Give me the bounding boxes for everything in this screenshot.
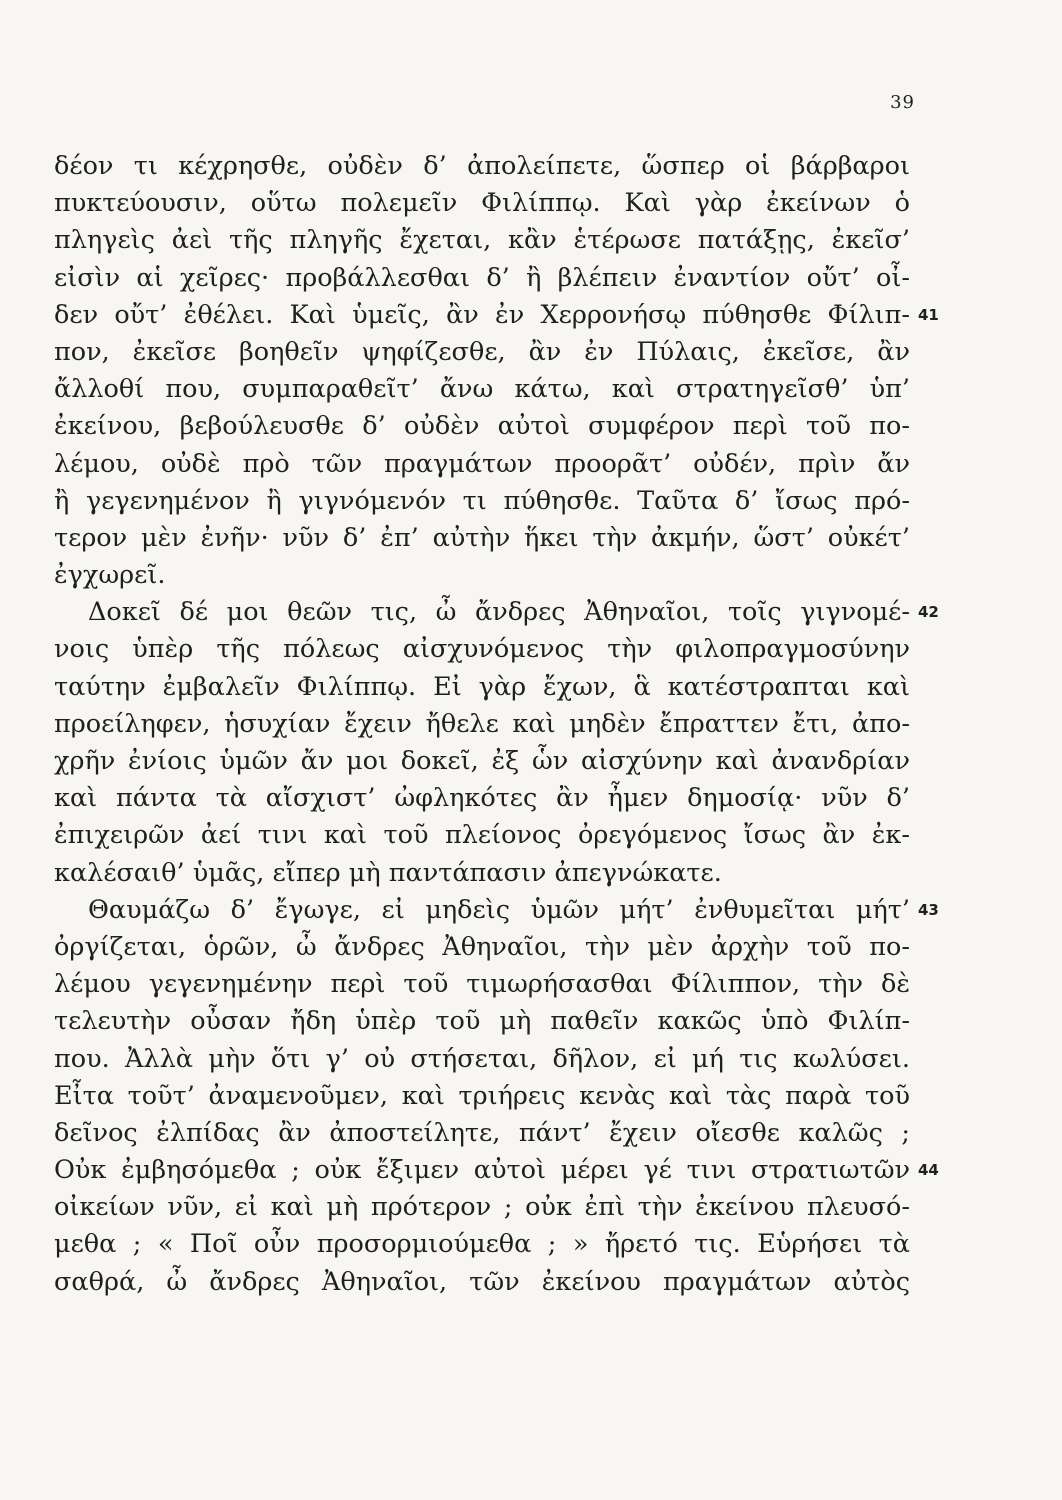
text-line: [54, 185, 910, 222]
text-line: [54, 1264, 910, 1301]
line-text: ὀργίζεται, ὁρῶν, ὦ ἄνδρες Ἀθηναῖοι, τὴν μὲν ἀρχὴν τοῦ πο-: [54, 931, 910, 962]
line-text: που. Ἀλλὰ μὴν ὅτι γ’ οὐ στήσεται, δῆλον, εἰ μή τις κωλύσει.: [54, 1043, 910, 1074]
text-line: [54, 1189, 910, 1226]
line-text: πον, ἐκεῖσε βοηθεῖν ψηφίζεσθε, ἂν ἐν Πύλαις, ἐκεῖσε, ἂν: [54, 336, 910, 367]
line-text: πληγεὶς ἀεὶ τῆς πληγῆς ἔχεται, κἂν ἑτέρωσε πατάξῃς, ἐκεῖσ’: [54, 225, 910, 256]
text-line: [54, 855, 910, 892]
text-line: [54, 148, 910, 185]
line-text: Θαυμάζω δ’ ἔγωγε, εἰ μηδεὶς ὑμῶν μήτ’ ἐνθυμεῖται μήτ’: [88, 894, 910, 925]
line-text: μεθα ; « Ποῖ οὖν προσορμιούμεθα ; » ἤρετό τις. Εὑρήσει τὰ: [54, 1229, 910, 1260]
line-text: σαθρά, ὦ ἄνδρες Ἀθηναῖοι, τῶν ἐκείνου πραγμάτων αὐτὸς: [54, 1266, 910, 1297]
text-line: [54, 483, 910, 520]
text-line: [54, 260, 910, 297]
line-text: καὶ πάντα τὰ αἴσχιστ’ ὠφληκότες ἂν ἦμεν δημοσίᾳ· νῦν δ’: [54, 783, 910, 814]
text-line: [54, 929, 910, 966]
text-line: [54, 1078, 910, 1115]
text-line: [54, 408, 910, 445]
text-line: [54, 892, 939, 929]
line-text: καλέσαιθ’ ὑμᾶς, εἴπερ μὴ παντάπασιν ἀπεγνώκατε.: [54, 857, 722, 888]
text-line: [54, 297, 939, 334]
line-text: ταύτην ἐμβαλεῖν Φιλίππῳ. Εἰ γὰρ ἔχων, ἃ κατέστραπται καὶ: [54, 671, 910, 702]
line-text: Οὐκ ἐμβησόμεθα ; οὐκ ἔξιμεν αὐτοὶ μέρει γέ τινι στρατιωτῶν: [54, 1155, 910, 1186]
line-text: λέμου γεγενημένην περὶ τοῦ τιμωρήσασθαι Φίλιππον, τὴν δὲ: [54, 969, 910, 1000]
section-number: 42: [918, 603, 939, 622]
body-text: [54, 148, 939, 1301]
line-text: ἢ γεγενημένον ἢ γιγνόμενόν τι πύθησθε. Ταῦτα δ’ ἴσως πρό-: [54, 485, 910, 516]
line-text: ἐκείνου, βεβούλευσθε δ’ οὐδὲν αὐτοὶ συμφέρον περὶ τοῦ πο-: [54, 411, 910, 442]
text-line: [54, 446, 910, 483]
line-text: δέον τι κέχρησθε, οὐδὲν δ’ ἀπολείπετε, ὥσπερ οἱ βάρβαροι: [54, 151, 910, 181]
line-text: ἄλλοθί που, συμπαραθεῖτ’ ἄνω κάτω, καὶ στρατηγεῖσθ’ ὑπ’: [54, 374, 910, 405]
line-text: Δοκεῖ δέ μοι θεῶν τις, ὦ ἄνδρες Ἀθηναῖοι, τοῖς γιγνομέ-: [88, 597, 910, 628]
line-text: δεῖνος ἐλπίδας ἂν ἀποστείλητε, πάντ’ ἔχειν οἴεσθε καλῶς ;: [54, 1117, 910, 1148]
line-text: ἐπιχειρῶν ἀεί τινι καὶ τοῦ πλείονος ὀρεγόμενος ἴσως ἂν ἐκ-: [54, 820, 910, 851]
line-text: νοις ὑπὲρ τῆς πόλεως αἰσχυνόμενος τὴν φιλοπραγμοσύνην: [54, 634, 910, 665]
text-line: [54, 1152, 939, 1189]
line-text: ἐγχωρεῖ.: [54, 560, 166, 591]
text-line: [54, 669, 910, 706]
text-line: [54, 1003, 910, 1040]
line-text: Εἶτα τοῦτ’ ἀναμενοῦμεν, καὶ τριήρεις κενὰς καὶ τὰς παρὰ τοῦ: [54, 1080, 910, 1111]
text-line: [54, 1115, 910, 1152]
text-line: [54, 780, 910, 817]
line-text: προείληφεν, ἡσυχίαν ἔχειν ἤθελε καὶ μηδὲν ἔπραττεν ἔτι, ἀπο-: [54, 708, 910, 739]
section-number: 41: [918, 305, 939, 324]
line-text: οἰκείων νῦν, εἰ καὶ μὴ πρότερον ; οὐκ ἐπὶ τὴν ἐκείνου πλευσό-: [54, 1192, 910, 1223]
line-text: τελευτὴν οὖσαν ἤδη ὑπὲρ τοῦ μὴ παθεῖν κακῶς ὑπὸ Φιλίπ-: [54, 1006, 910, 1037]
line-text: χρῆν ἐνίοις ὑμῶν ἄν μοι δοκεῖ, ἐξ ὧν αἰσχύνην καὶ ἀνανδρίαν: [54, 746, 910, 776]
page-number: 39: [890, 92, 915, 113]
text-line: [54, 1226, 910, 1263]
text-line: [54, 594, 939, 631]
text-line: [54, 706, 910, 743]
text-line: [54, 557, 910, 594]
text-line: [54, 743, 910, 780]
text-line: [54, 817, 910, 854]
text-line: [54, 371, 910, 408]
text-line: [54, 520, 910, 557]
line-text: δεν οὔτ’ ἐθέλει. Καὶ ὑμεῖς, ἂν ἐν Χερρονήσῳ πύθησθε Φίλιπ-: [54, 299, 910, 330]
section-number: 43: [918, 900, 939, 919]
text-line: [54, 966, 910, 1003]
section-number: 44: [918, 1161, 939, 1180]
line-text: λέμου, οὐδὲ πρὸ τῶν πραγμάτων προορᾶτ’ οὐδέν, πρὶν ἄν: [54, 448, 910, 479]
line-text: εἰσὶν αἱ χεῖρες· προβάλλεσθαι δ’ ἢ βλέπειν ἐναντίον οὔτ’ οἶ-: [54, 262, 910, 293]
text-line: [54, 631, 910, 668]
text-line: [54, 222, 910, 259]
line-text: πυκτεύουσιν, οὕτω πολεμεῖν Φιλίππῳ. Καὶ γὰρ ἐκείνων ὁ: [54, 188, 910, 219]
line-text: τερον μὲν ἐνῆν· νῦν δ’ ἐπ’ αὐτὴν ἥκει τὴν ἀκμήν, ὥστ’ οὐκέτ’: [54, 522, 910, 553]
text-line: [54, 334, 910, 371]
text-line: [54, 1041, 910, 1078]
